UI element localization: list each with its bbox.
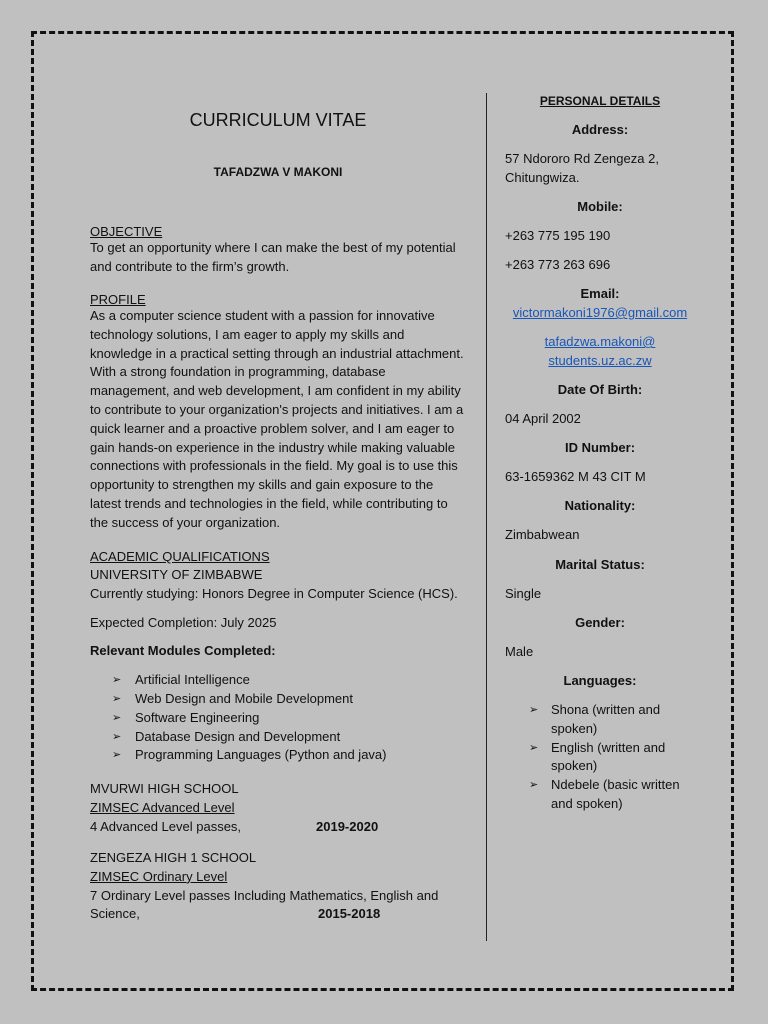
arrow-bullet-icon: ➢ bbox=[112, 711, 122, 724]
candidate-name: TAFADZWA V MAKONI bbox=[213, 165, 343, 179]
school2-passes: 7 Ordinary Level passes Including Mathematics, English and bbox=[90, 887, 439, 903]
list-item: ➢ Programming Languages (Python and java) bbox=[90, 746, 466, 765]
dob-label: Date Of Birth: bbox=[557, 382, 643, 397]
academic-heading: ACADEMIC QUALIFICATIONS bbox=[90, 549, 270, 564]
list-item: ➢ Web Design and Mobile Development bbox=[90, 690, 466, 709]
address-line-2: Chitungwiza. bbox=[505, 169, 580, 185]
marital-label: Marital Status: bbox=[555, 557, 645, 572]
email-label: Email: bbox=[580, 286, 620, 301]
personal-details-heading: PERSONAL DETAILS bbox=[539, 94, 661, 108]
profile-heading: PROFILE bbox=[90, 292, 146, 307]
school1-passes: 4 Advanced Level passes, bbox=[90, 818, 242, 834]
email-link-1[interactable]: victormakoni1976@gmail.com bbox=[512, 305, 688, 320]
languages-list bbox=[505, 701, 695, 814]
arrow-bullet-icon: ➢ bbox=[529, 779, 539, 792]
languages-label: Languages: bbox=[563, 673, 637, 688]
school2-passes-row bbox=[90, 905, 466, 924]
email-2-line-1[interactable]: tafadzwa.makoni@ bbox=[544, 334, 656, 349]
school1-passes-row bbox=[90, 818, 466, 837]
gender-value: Male bbox=[505, 644, 534, 659]
objective-heading: OBJECTIVE bbox=[90, 224, 163, 239]
school2-name: ZENGEZA HIGH 1 SCHOOL bbox=[90, 850, 257, 865]
id-label: ID Number: bbox=[564, 440, 636, 455]
current-study: Currently studying: Honors Degree in Computer Science (HCS). bbox=[90, 585, 458, 601]
email-link-2[interactable] bbox=[505, 333, 695, 371]
gender-label: Gender: bbox=[575, 615, 625, 630]
objective-section bbox=[90, 224, 466, 277]
marital-value: Single bbox=[505, 586, 542, 601]
school1-years: 2019-2020 bbox=[316, 818, 379, 834]
academic-section bbox=[90, 549, 466, 765]
column-divider bbox=[486, 93, 487, 941]
arrow-bullet-icon: ➢ bbox=[529, 704, 539, 716]
school2-level: ZIMSEC Ordinary Level bbox=[90, 868, 228, 884]
arrow-bullet-icon: ➢ bbox=[529, 741, 539, 754]
mobile-2: +263 773 263 696 bbox=[505, 257, 611, 272]
arrow-bullet-icon: ➢ bbox=[112, 730, 122, 743]
profile-text: As a computer science student with a passion for innovative technology solutions, I am eager to apply my skills and knowledge in a practical setting through an industrial attachment. With a strong foundation in programming, database management, and web development, I am confident in my ability to contribute to your organization's projects and initiatives. I am a quick learner and a proactive problem solver, and I am eager to gain hands-on experience in the industry while making valuable connections with professionals in the field. My goal is to use this opportunity to strengthen my skills and gain exposure to the latest trends and technologies in the field, while contributing to the success of your organization. bbox=[90, 308, 464, 530]
school1-name: MVURWI HIGH SCHOOL bbox=[90, 781, 239, 796]
list-item: ➢ Database Design and Development bbox=[90, 728, 466, 747]
school1-level: ZIMSEC Advanced Level bbox=[90, 799, 235, 815]
school2-passes-cont: Science, bbox=[90, 906, 140, 922]
email-2-line-2[interactable]: students.uz.ac.zw bbox=[548, 352, 652, 368]
university-name: UNIVERSITY OF ZIMBABWE bbox=[90, 567, 263, 582]
modules-heading: Relevant Modules Completed: bbox=[90, 643, 276, 659]
modules-list bbox=[90, 671, 466, 765]
arrow-bullet-icon: ➢ bbox=[112, 674, 122, 687]
address-label: Address: bbox=[571, 122, 629, 137]
dob-value: 04 April 2002 bbox=[505, 411, 581, 426]
address-value bbox=[505, 150, 695, 188]
school2-years: 2015-2018 bbox=[318, 906, 381, 922]
list-item: ➢ Shona (written and spoken) bbox=[529, 702, 661, 736]
mobile-label: Mobile: bbox=[577, 199, 623, 214]
expected-completion: Expected Completion: July 2025 bbox=[90, 614, 277, 630]
profile-section bbox=[90, 292, 466, 533]
cv-title: CURRICULUM VITAE bbox=[189, 110, 367, 130]
id-value: 63-1659362 M 43 CIT M bbox=[505, 469, 646, 484]
school1-section bbox=[90, 780, 466, 836]
nationality-value: Zimbabwean bbox=[505, 527, 580, 542]
mobile-1: +263 775 195 190 bbox=[505, 228, 611, 243]
list-item: ➢ Ndebele (basic written and spoken) bbox=[529, 777, 680, 811]
address-line-1: 57 Ndororo Rd Zengeza 2, bbox=[505, 151, 659, 166]
list-item: ➢ Software Engineering bbox=[90, 709, 466, 728]
school2-section bbox=[90, 849, 466, 924]
arrow-bullet-icon: ➢ bbox=[112, 692, 122, 705]
objective-text: To get an opportunity where I can make the best of my potential and contribute to the firm’s growth. bbox=[90, 240, 456, 274]
list-item: ➢ English (written and spoken) bbox=[529, 739, 666, 774]
list-item: ➢ Artificial Intelligence bbox=[90, 671, 466, 690]
nationality-label: Nationality: bbox=[564, 498, 636, 513]
arrow-bullet-icon: ➢ bbox=[112, 749, 122, 762]
